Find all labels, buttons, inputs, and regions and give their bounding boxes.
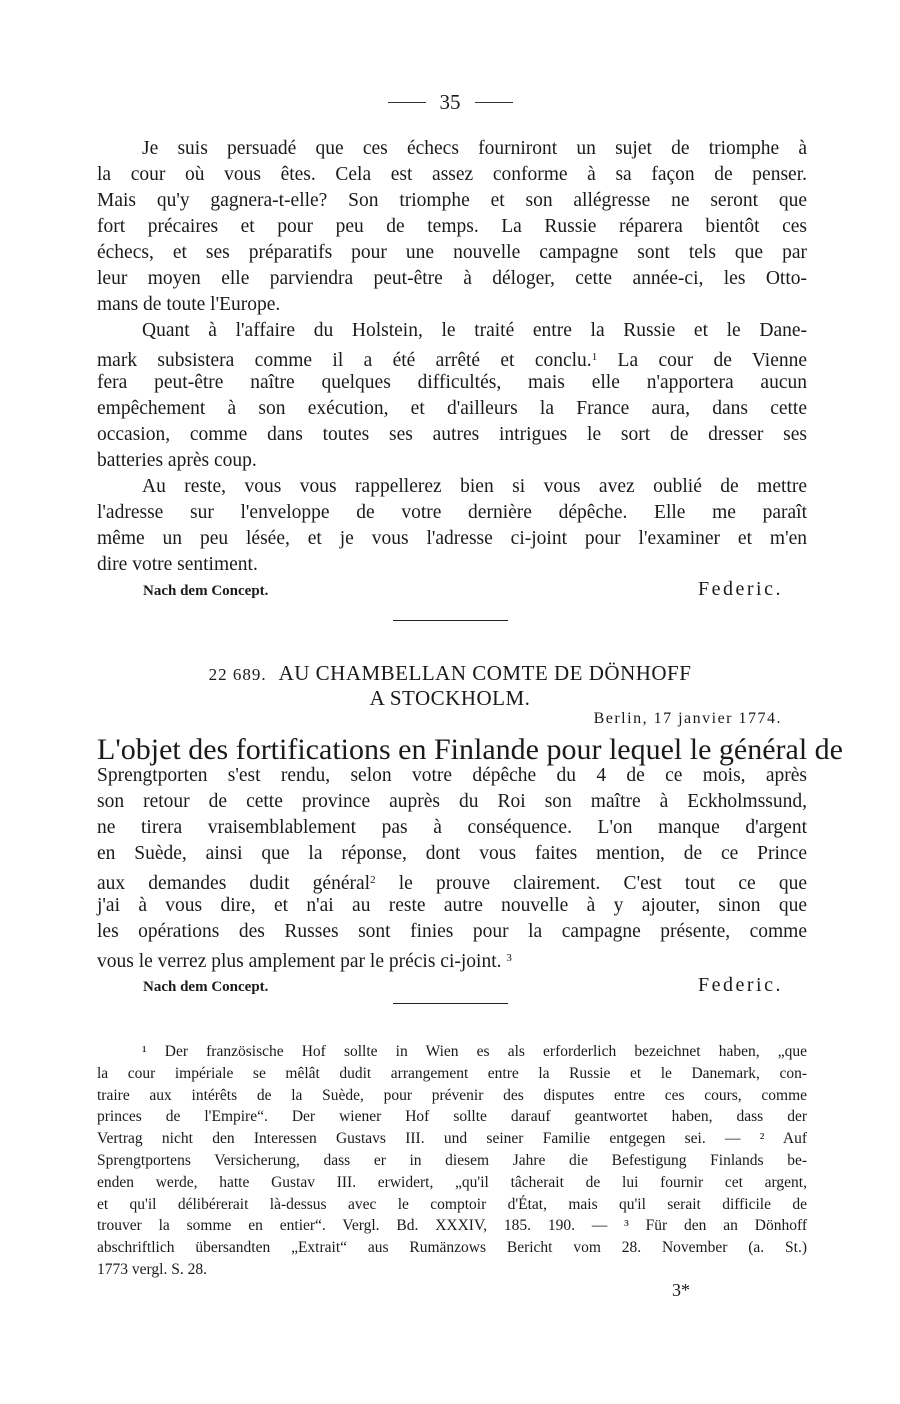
letter-heading-line-1: AU CHAMBELLAN COMTE DE DÖNHOFF: [278, 661, 692, 685]
body-line: empêchement à son exécution, et d'ailleurs la France aura, dans cette: [97, 398, 807, 419]
footnote-line: et qu'il délibérerait là-dessus avec le comptoir d'État, mais qu'il serait difficile de: [97, 1195, 807, 1213]
body-line: fort précaires et pour peu de temps. La Russie réparera bientôt ces: [97, 216, 807, 237]
body-line: fera peut-être naître quelques difficultés, mais elle n'apportera aucun: [97, 372, 807, 393]
body-line: Sprengtporten s'est rendu, selon votre dépêche du 4 de ce mois, après: [97, 765, 807, 786]
closing-row-2: [143, 974, 783, 997]
body-text: mark subsistera comme il a été arrêté et conclu.: [97, 350, 592, 371]
body-text: aux demandes dudit général: [97, 873, 371, 894]
body-line: Quant à l'affaire du Holstein, le traité entre la Russie et le Dane-: [142, 320, 807, 341]
letter-number: 22 689.: [208, 665, 267, 684]
body-line: même un peu lésée, et je vous l'adresse ci-joint pour l'examiner et m'en: [97, 528, 807, 549]
body-line: dire votre sentiment.: [97, 554, 258, 575]
body-line: [97, 733, 843, 766]
signature: Federic.: [698, 578, 783, 600]
body-line: j'ai à vous dire, et n'ai au reste autre nouvelle à y ajouter, sinon que: [97, 895, 807, 916]
footnote-line: Vertrag nicht den Interessen Gustavs III. und seiner Familie entgegen sei. — ² Auf: [97, 1130, 807, 1148]
body-line: échecs, et ses préparatifs pour une nouvelle campagne sont tels que par: [97, 242, 807, 263]
body-line: l'adresse sur l'enveloppe de votre dernière dépêche. Elle me paraît: [97, 502, 807, 523]
footnote-separator: [393, 1003, 508, 1004]
page-header: [0, 90, 900, 115]
footnote-line: Sprengtportens Versicherung, dass er in diesem Jahre die Befestigung Finlands be-: [97, 1151, 807, 1169]
letter-continuation: [97, 136, 807, 578]
body-line: les opérations des Russes sont finies pour la campagne présente, comme: [97, 921, 807, 942]
body-line: ne tirera vraisemblablement pas à conséquence. L'on manque d'argent: [97, 817, 807, 838]
letter-heading-line-2: A STOCKHOLM.: [369, 686, 531, 710]
footnote-line: 1773 vergl. S. 28.: [97, 1260, 207, 1278]
body-line: Je suis persuadé que ces échecs fourniront un sujet de triomphe à: [142, 138, 807, 159]
header-rule-right: [475, 102, 513, 103]
letter-heading-2: [0, 686, 900, 711]
footnote-line: traire aux intérêts de la Suède, pour prévenir des disputes entre ces cours, comme: [97, 1086, 807, 1104]
source-note: Nach dem Concept.: [143, 583, 269, 599]
body-line: son retour de cette province auprès du Roi son maître à Eckholmssund,: [97, 791, 807, 812]
body-text: vous le verrez plus amplement par le précis ci-joint.: [97, 951, 502, 972]
closing-row-1: [143, 578, 783, 601]
sheet-signature: 3*: [672, 1280, 690, 1300]
body-line: Au reste, vous vous rappellerez bien si vous avez oublié de mettre: [142, 476, 807, 497]
footnote-line: ¹ Der französische Hof sollte in Wien es als erforderlich bezeichnet haben, „que: [142, 1043, 807, 1060]
body-line: batteries après coup.: [97, 450, 257, 471]
body-line: la cour où vous êtes. Cela est assez conforme à sa façon de penser.: [97, 164, 807, 185]
body-text: L'objet des fortifications en Finlande pour lequel le général de: [97, 733, 843, 766]
letter-body: [97, 733, 843, 972]
body-line: [97, 867, 807, 893]
footnote-ref: 3: [506, 952, 512, 964]
footnote-ref: 1: [591, 351, 598, 363]
dateline: Berlin, 17 janvier 1774.: [593, 710, 782, 727]
body-line: [97, 344, 807, 370]
footnote-line: enden werde, hatte Gustav III. erwidert, „qu'il tâcherait de lui fournir cet argent,: [97, 1173, 807, 1191]
footnote-ref: 2: [370, 874, 376, 886]
page-number: 35: [439, 90, 461, 114]
footnote-line: princes de l'Empire“. Der wiener Hof sollte darauf geantwortet haben, dass der: [97, 1108, 807, 1126]
body-line: leur moyen elle parviendra peut-être à déloger, cette année-ci, les Otto-: [97, 268, 807, 289]
body-line: Mais qu'y gagnera-t-elle? Son triomphe et son allégresse ne seront que: [97, 190, 807, 211]
body-line: mans de toute l'Europe.: [97, 294, 281, 315]
section-separator: [393, 620, 508, 621]
header-rule-left: [388, 102, 426, 103]
source-note: Nach dem Concept.: [143, 979, 269, 995]
footnote-line: trouver la somme en entier“. Vergl. Bd. XXXIV, 185. 190. — ³ Für den an Dönhoff: [97, 1217, 807, 1235]
footnote-line: la cour impériale se mêlât dudit arrangement entre la Russie et le Danemark, con-: [97, 1064, 807, 1082]
body-text: le prouve clairement. C'est tout ce que: [398, 873, 808, 894]
body-line: [97, 945, 807, 971]
body-line: en Suède, ainsi que la réponse, dont vous faites mention, de ce Prince: [97, 843, 807, 864]
body-line: occasion, comme dans toutes ses autres intrigues le sort de dresser ses: [97, 424, 807, 445]
signature: Federic.: [698, 974, 783, 996]
footnotes: [97, 1041, 807, 1281]
footnote-line: abschriftlich übersandten „Extrait“ aus Rumänzows Bericht vom 28. November (a. St.): [97, 1239, 807, 1257]
body-text: La cour de Vienne: [617, 350, 808, 371]
letter-heading: [0, 661, 900, 686]
